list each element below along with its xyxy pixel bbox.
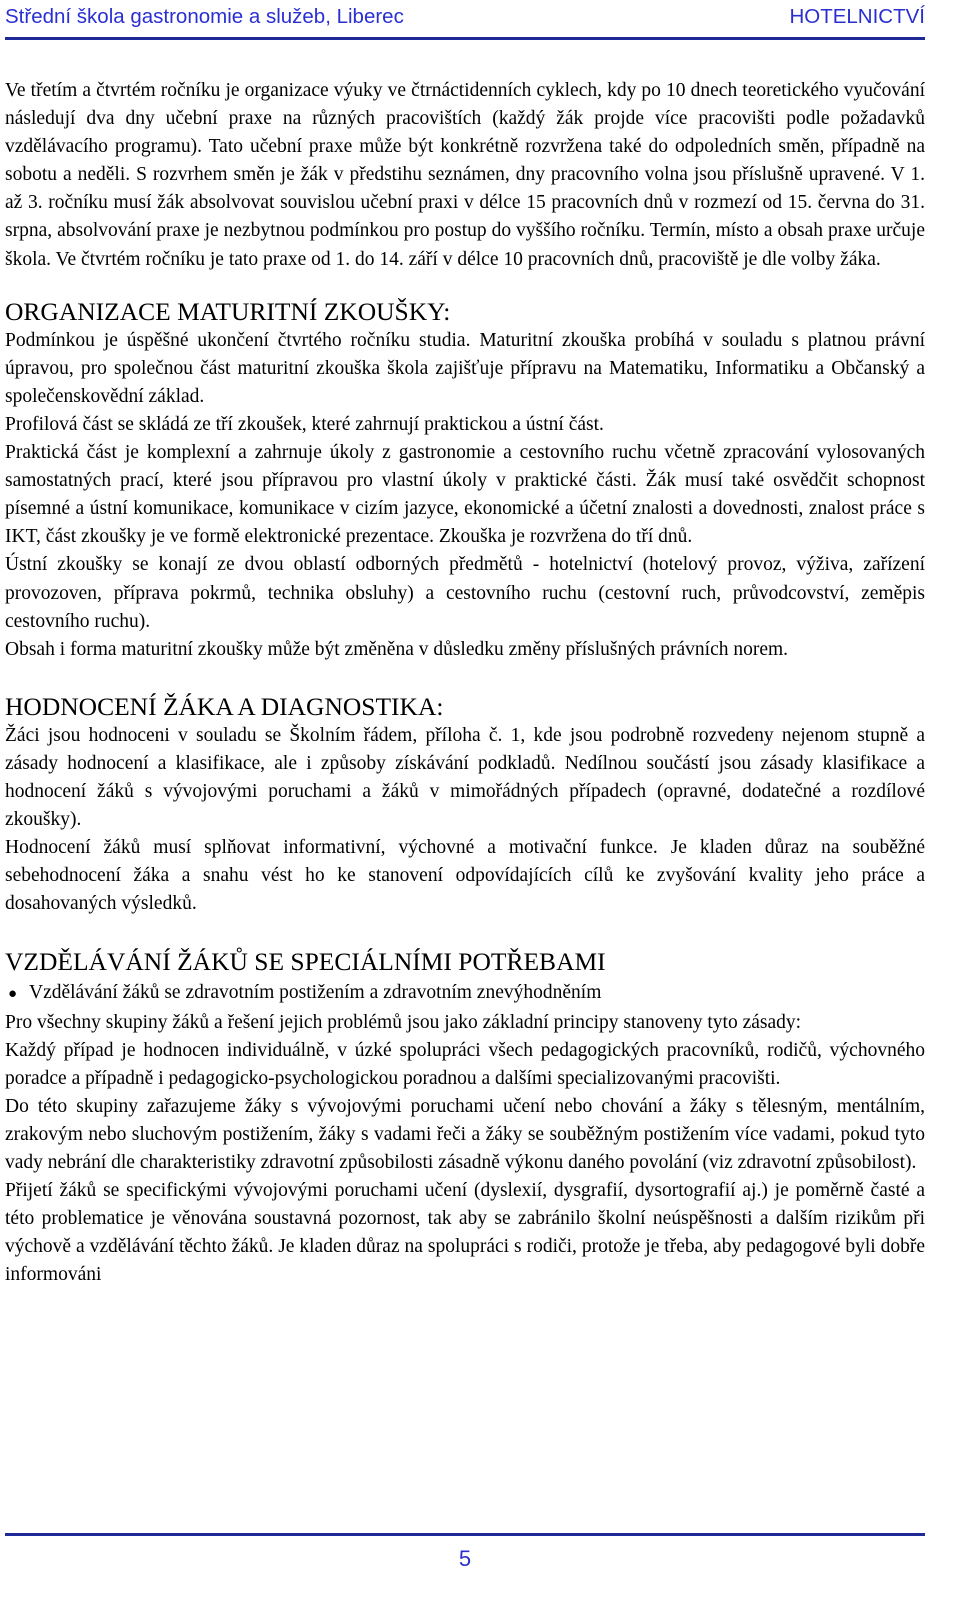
- section-heading-vzdelavani: VZDĚLÁVÁNÍ ŽÁKŮ SE SPECIÁLNÍMI POTŘEBAMI: [5, 947, 606, 977]
- hodnoceni-paragraph-1: Žáci jsou hodnoceni v souladu se Školním řádem, příloha č. 1, kde jsou podrobně rozvedeny nejenom stupně a zásady hodnocení a klasifikace, ale i způsoby získávání podkladů. Nedílnou součástí jsou zásady klasifikace a hodnocení žáků s vývojovými poruchami a žáků v mimořádných případech (opravné, dodatečné a rozdílové zkoušky).: [5, 724, 925, 831]
- maturita-paragraph-3: Praktická část je komplexní a zahrnuje úkoly z gastronomie a cestovního ruchu včetně zpracování vylosovaných samostatných prací, které jsou přípravou pro vlastní úkoly v praktické části. Žák musí také osvědčit schopnost písemné a ústní komunikace, komunikace v cizím jazyce, ekonomické a účetní znalosti a dovednosti, znalost práce s IKT, část zkoušky je ve formě elektronické prezentace. Zkouška je rozvržena do tří dnů.: [5, 442, 925, 548]
- maturita-paragraph-1: Podmínkou je úspěšné ukončení čtvrtého ročníku studia. Maturitní zkouška probíhá v souladu s platnou právní úpravou, pro společnou část maturitní zkouška škola zajišťuje přípravu na Matematiku, Informatiku a Občanský a společenskovědní základ.: [5, 329, 925, 407]
- page-header: [5, 0, 925, 40]
- maturita-paragraph-5: Obsah i forma maturitní zkoušky může být změněna v důsledku změny příslušných právních norem.: [5, 638, 789, 660]
- vzdelavani-paragraph-2: Každý případ je hodnocen individuálně, v úzké spolupráci všech pedagogických pracovníků, rodičů, výchovného poradce a případně i pedagogicko-psychologickou poradnou a dalšími specializovanými pracovišti.: [5, 1039, 925, 1089]
- section-heading-maturita: ORGANIZACE MATURITNÍ ZKOUŠKY:: [5, 296, 451, 326]
- vzdelavani-paragraph-1: Pro všechny skupiny žáků a řešení jejich problémů jsou jako základní principy stanoveny tyto zásady:: [5, 1011, 802, 1033]
- section-heading-hodnoceni: HODNOCENÍ ŽÁKA A DIAGNOSTIKA:: [5, 691, 444, 721]
- maturita-paragraph-4: Ústní zkoušky se konají ze dvou oblastí odborných předmětů - hotelnictví (hotelový provoz, výživa, zařízení provozoven, příprava pokrmů, technika obsluhy) a cestovního ruchu (cestovní ruch, průvodcovství, zeměpis cestovního ruchu).: [5, 554, 925, 632]
- hodnoceni-paragraph-2: Hodnocení žáků musí splňovat informativní, výchovné a motivační funkce. Je kladen důraz na souběžné sebehodnocení žáka a snahu vést ho ke stanovení odpovídajících cílů ke zvyšování kvality jeho práce a dosahovaných výsledků.: [5, 837, 925, 915]
- school-name: Střední škola gastronomie a služeb, Liberec: [5, 5, 404, 28]
- maturita-paragraph-2: Profilová část se skládá ze tří zkoušek, které zahrnují praktickou a ústní část.: [5, 413, 604, 435]
- page-number: 5: [458, 1546, 472, 1571]
- program-name: HOTELNICTVÍ: [789, 5, 925, 28]
- page-footer: [5, 1533, 925, 1571]
- bullet-icon: ●: [8, 986, 18, 1003]
- document-body: [5, 77, 925, 1289]
- vzdelavani-paragraph-4: Přijetí žáků se specifickými vývojovými poruchami učení (dyslexií, dysgrafií, dysortografií aj.) je poměrně časté a této problematice je věnována soustavná pozornost, tak aby se zabránilo školní neúspěšnosti a dalším rizikům při výchově a vzdělávání těchto žáků. Je kladen důraz na spolupráci s rodiči, protože je třeba, aby pedagogové byli dobře informováni: [5, 1180, 925, 1286]
- intro-paragraph: Ve třetím a čtvrtém ročníku je organizace výuky ve čtrnáctidenních cyklech, kdy po 10 dnech teoretického vyučování následují dva dny učební praxe na různých pracovištích (každý žák projde více pracovišti podle požadavků vzdělávacího programu). Tato učební praxe může být konkrétně rozvržena také do odpoledních směn, případně na sobotu a neděli. S rozvrhem směn je žák v předstihu seznámen, dny pracovního volna jsou příslušně upravené. V 1. až 3. ročníku musí žák absolvovat souvislou učební praxi v délce 15 pracovních dnů v rozmezí od 15. června do 31. srpna, absolvování praxe je nezbytnou podmínkou pro postup do vyššího ročníku. Termín, místo a obsah praxe určuje škola. Ve čtvrtém ročníku je tato praxe od 1. do 14. září v délce 10 pracovních dnů, pracoviště je dle volby žáka.: [5, 80, 925, 270]
- vzdelavani-paragraph-3: Do této skupiny zařazujeme žáky s vývojovými poruchami učení nebo chování a žáky s tělesným, mentálním, zrakovým nebo sluchovým postižením, žáky s vadami řeči a žáky se souběžným postižením více vadami, pokud tyto vady nebrání dle charakteristiky zdravotní způsobilosti zásadně výkonu daného povolání (viz zdravotní způsobilost).: [5, 1095, 925, 1173]
- bullet-item: [5, 979, 925, 1008]
- bullet-text: Vzdělávání žáků se zdravotním postižením a zdravotním znevýhodněním: [29, 982, 602, 1004]
